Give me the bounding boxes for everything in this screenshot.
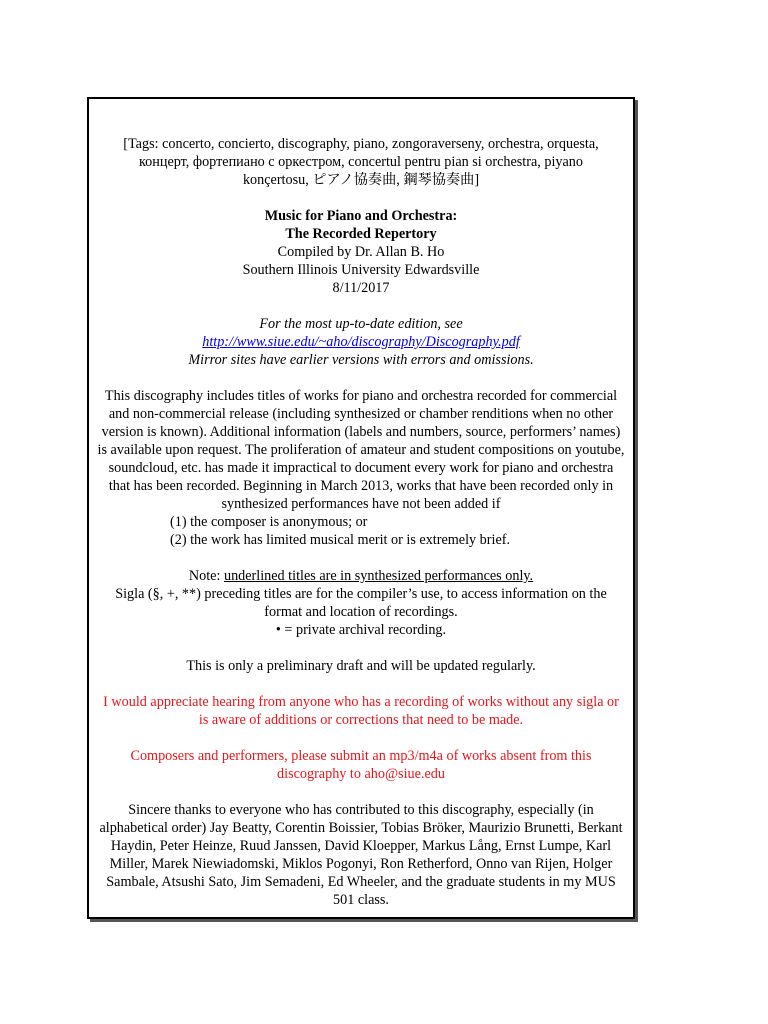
appeal-text: I would appreciate hearing from anyone who has a recording of works without any sigla or is aware of additions or corrections that need to be made. xyxy=(103,694,619,728)
thanks-text: Sincere thanks to everyone who has contributed to this discography, especially (in alphabetical order) Jay Beatty, Corentin Boissier, Tobias Bröker, Maurizio Brunetti, Berkant Haydin, Peter Heinze, Ruud Janssen, David Kloepper, Markus Lång, Ernst Lumpe, Karl Miller, Marek Niewiadomski, Miklos Pogonyi, Ron Retherford, Onno van Rijen, Holger Sambale, Atsushi Sato, Jim Semadeni, Ed Wheeler, and the graduate students in my MUS 501 class. xyxy=(99,802,623,908)
compiler: Compiled by Dr. Allan B. Ho xyxy=(277,244,445,260)
edition-note: For the most up-to-date edition, see xyxy=(259,316,463,332)
mirror-note: Mirror sites have earlier versions with errors and omissions. xyxy=(188,352,534,368)
draft-text: This is only a preliminary draft and will be updated regularly. xyxy=(186,658,536,674)
discography-link[interactable]: http://www.siue.edu/~aho/discography/Discography.pdf xyxy=(202,334,520,350)
condition-2: (2) the work has limited musical merit or is extremely brief. xyxy=(170,532,511,548)
institution: Southern Illinois University Edwardsville xyxy=(242,262,480,278)
document-content xyxy=(97,135,625,909)
note-underlined: underlined titles are in synthesized performances only. xyxy=(223,568,534,584)
note-line xyxy=(97,567,625,585)
tags-line-1: [Tags: concerto, concierto, discography, piano, zongoraverseny, orchestra, orquesta, xyxy=(123,136,599,152)
tags-line-3: konçertosu, ピアノ協奏曲, 鋼琴協奏曲] xyxy=(242,172,480,188)
sigla-text: Sigla (§, +, **) preceding titles are for the compiler’s use, to access information on the format and location of recordings. xyxy=(115,586,607,620)
title-line-1: Music for Piano and Orchestra: xyxy=(264,208,458,224)
private-text: • = private archival recording. xyxy=(275,622,447,638)
title-line-2: The Recorded Repertory xyxy=(285,226,437,242)
submit-text: Composers and performers, please submit an mp3/m4a of works absent from this discography to aho@siue.edu xyxy=(130,748,592,782)
note-label: Note: xyxy=(188,568,224,584)
date: 8/11/2017 xyxy=(332,280,390,296)
document-frame xyxy=(87,97,635,919)
intro-paragraph: This discography includes titles of works for piano and orchestra recorded for commercial and non-commercial release (including synthesized or chamber renditions when no other version is known). Additional information (labels and numbers, source, performers’ names) is available upon request. The proliferation of amateur and student compositions on youtube, soundcloud, etc. has made it impractical to document every work for piano and orchestra that has been recorded. Beginning in March 2013, works that have been recorded only in synthesized performances have not been added if xyxy=(97,388,625,512)
condition-1: (1) the composer is anonymous; or xyxy=(170,514,368,530)
tags-line-2: концерт, фортепиано с оркестром, concertul pentru pian si orchestra, piyano xyxy=(139,154,583,170)
